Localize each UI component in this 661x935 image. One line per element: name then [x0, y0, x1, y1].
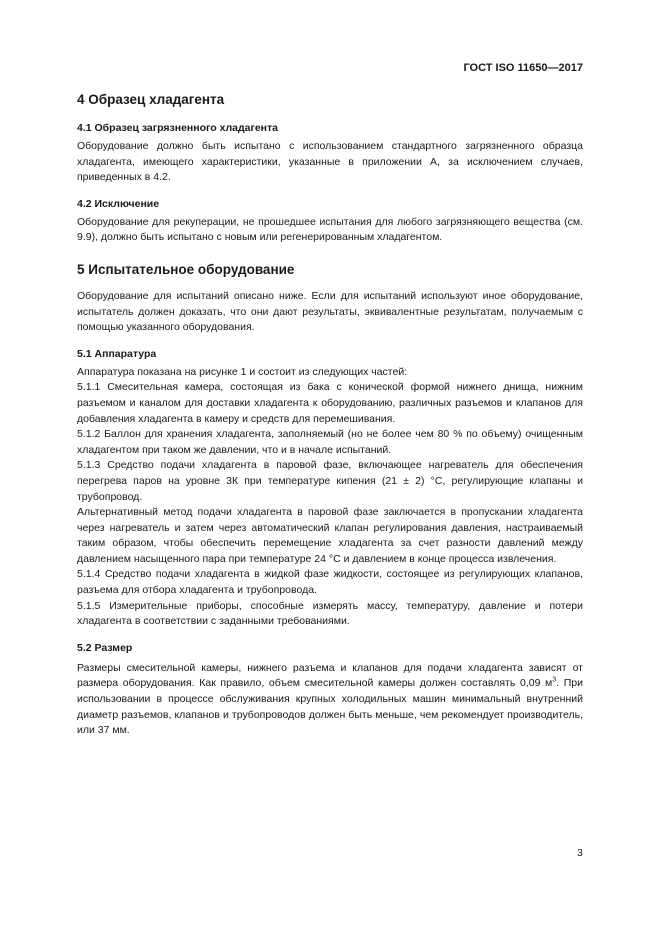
page-content	[77, 92, 583, 739]
section-5-2-text	[77, 661, 583, 739]
section-4-heading: 4 Образец хладагента	[77, 92, 225, 107]
section-5-1-5-text: 5.1.5 Измерительные приборы, способные измерять массу, температуру, давление и потери хладагента в соответствии с заданными требованиями.	[77, 599, 583, 628]
section-5-2-text-b: . При использовании в процессе обслуживания крупных холодильных машин минимальный внутренний диаметр разъемов, клапанов и трубопроводов должен быть меньше, чем рекомендует производитель, или 37 мм.	[77, 677, 583, 737]
page-number: 3	[577, 847, 583, 859]
section-5-1-intro: Аппаратура показана на рисунке 1 и состоит из следующих частей:	[77, 365, 408, 378]
section-5-1-4-text: 5.1.4 Средство подачи хладагента в жидкой фазе жидкости, состоящее из регулирующих клапанов, разъема для отбора хладагента и трубопровода.	[77, 568, 583, 597]
cubic-superscript: 3	[552, 676, 557, 684]
section-4-1-text: Оборудование должно быть испытано с использованием стандартного загрязненного образца хладагента, имеющего характеристики, указанные в приложении А, за исключением случаев, приведенных в 4.2.	[77, 140, 583, 184]
section-5-2-text-a: Размеры смесительной камеры, нижнего разъема и клапанов для подачи хладагента зависят от размера оборудования. Как правило, объем смесительной камеры должен составлять 0,09 м	[77, 661, 583, 690]
section-5-1-1-text: 5.1.1 Смесительная камера, состоящая из бака с конической формой нижнего днища, нижним разъемом и каналом для доставки хладагента к оборудованию, различных разъемов и клапанов для добавления хладагента в камеру и средств для перемешивания.	[77, 381, 583, 425]
standard-header: ГОСТ ISO 11650—2017	[463, 62, 583, 74]
section-5-1-2-text: 5.1.2 Баллон для хранения хладагента, заполняемый (но не более чем 80 % по объему) очищенным хладагентом при таком же давлении, что и в начале испытаний.	[77, 428, 583, 456]
section-5-1-heading: 5.1 Аппаратура	[77, 347, 157, 360]
section-5-1-3-alt-text: Альтернативный метод подачи хладагента в паровой фазе заключается в пропускании хладагента через нагреватель и затем через автоматический клапан регулирования давления, настраиваемый таким образом, чтобы обеспечить перемещение хладагента за счет разности давлений между давлением насыщенного пара при температуре 24 °С и давлением в конце процесса извлечения.	[77, 506, 583, 565]
section-5-heading: 5 Испытательное оборудование	[77, 261, 295, 277]
section-4-2-text: Оборудование для рекуперации, не прошедшее испытания для любого загрязняющего вещества (см. 9.9), должно быть испытано с новым или регенерированным хладагентом.	[77, 215, 583, 244]
section-4-2-heading: 4.2 Исключение	[77, 197, 160, 210]
section-4-1-heading: 4.1 Образец загрязненного хладагента	[77, 122, 278, 134]
section-5-1-3-text: 5.1.3 Средство подачи хладагента в паровой фазе, включающее нагреватель для обеспечения перегрева паров на уровне 3К при температуре кипения (21 ± 2) °С, регулирующие клапаны и трубопровод.	[77, 459, 583, 503]
section-5-intro: Оборудование для испытаний описано ниже. Если для испытаний используют иное оборудование, испытатель должен доказать, что они дают результаты, эквивалентные результатам, получаемым с помощью указанного оборудования.	[77, 289, 583, 334]
section-5-2-heading: 5.2 Размер	[77, 641, 133, 654]
